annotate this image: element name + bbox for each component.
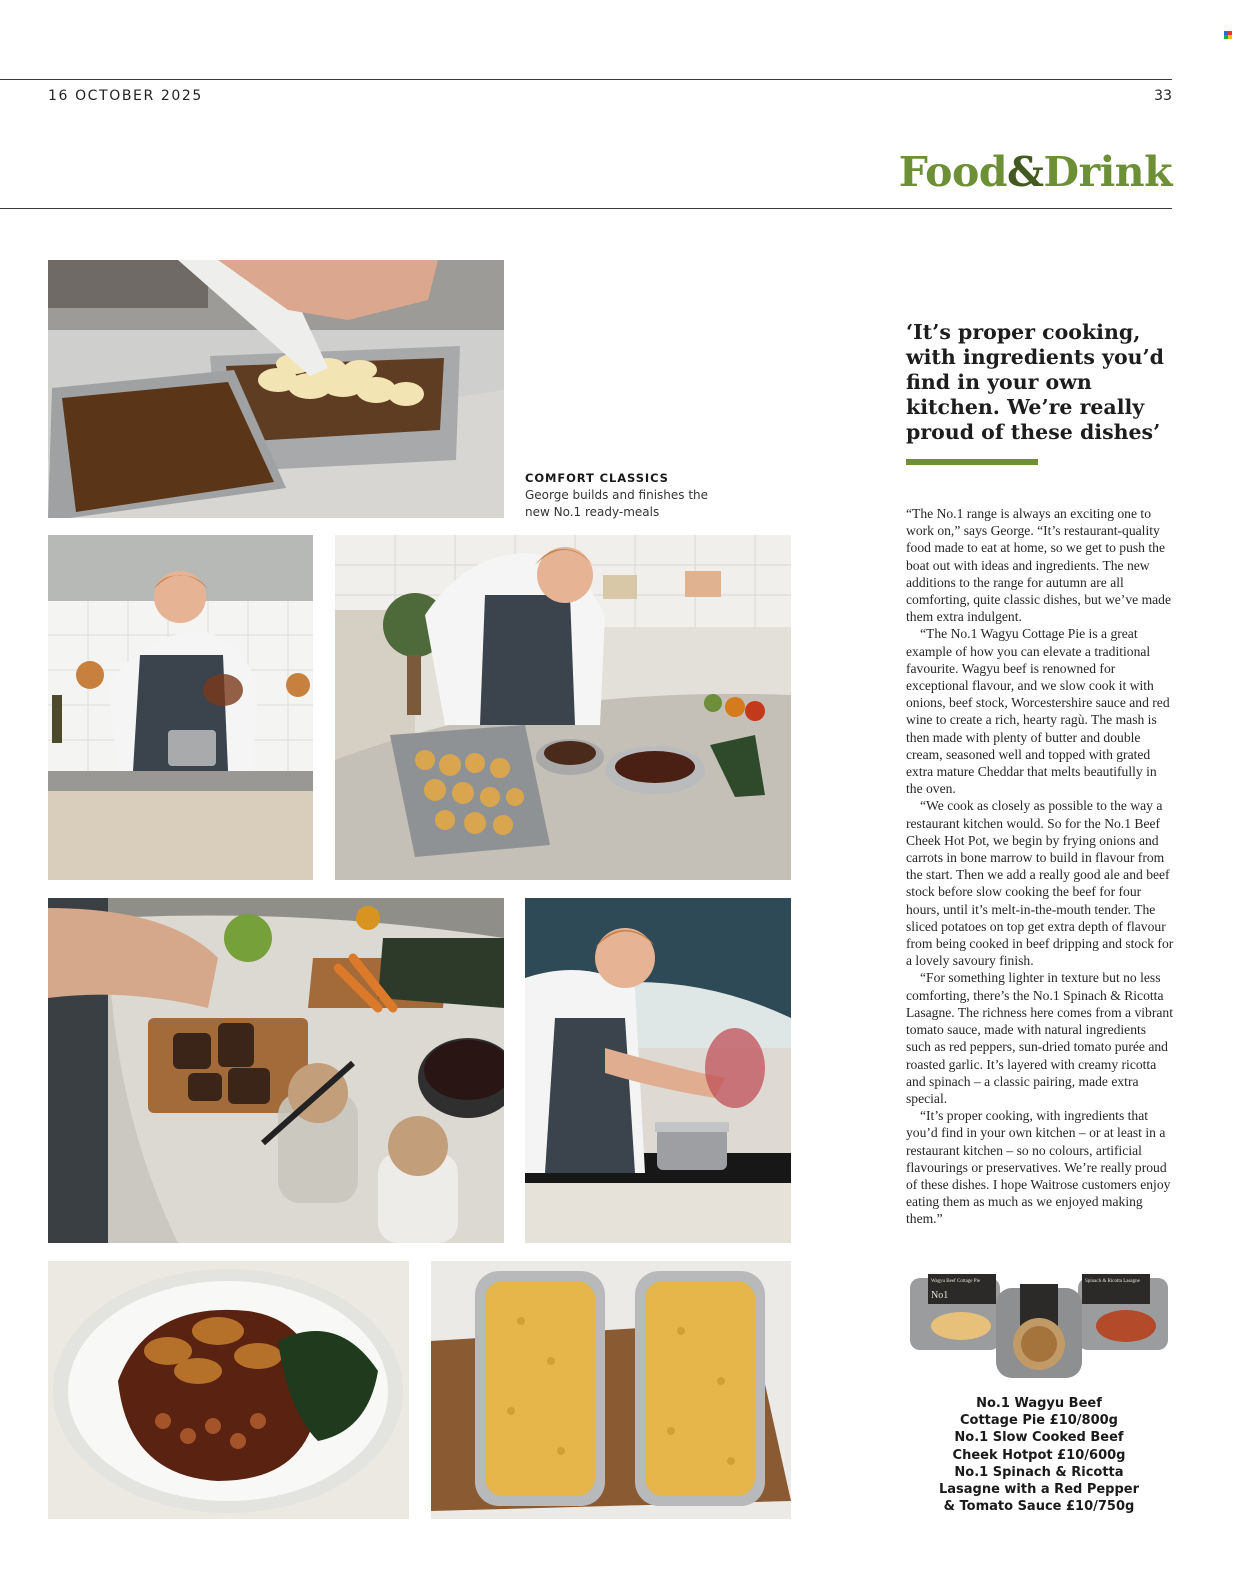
product-caption-line: Cottage Pie £10/800g (960, 1413, 1118, 1429)
pull-quote: ‘It’s proper cooking, with ingredients you’d find in your own kitchen. We’re really proud of these dishes’ (906, 320, 1164, 444)
article-paragraph: “For something lighter in texture but no less comforting, there’s the No.1 Spinach & Ricotta Lasagne. The richness here comes from a vibrant tomato sauce, made with natural ingredients such as red peppers, sun-dried tomato purée and roasted garlic. It’s layered with creamy ricotta and spinach – a classic pairing, made extra special. (906, 970, 1173, 1106)
issue-date: 16 OCTOBER 2025 (48, 88, 203, 104)
product-caption-line: No.1 Slow Cooked Beef (954, 1430, 1124, 1446)
product-packs-illustration (906, 1270, 1172, 1380)
caption-title: COMFORT CLASSICS (525, 471, 669, 485)
product-caption-line: Cheek Hotpot £10/600g (952, 1447, 1126, 1463)
article-paragraph: “The No.1 range is always an exciting one to work on,” says George. “It’s restaurant-quality food made to eat at home, so we get to push the boat out with ideas and ingredients. The new additions to the range for autumn are all comforting, quite classic dishes, but we’ve made them extra indulgent. (906, 506, 1172, 625)
caption-text: George builds and finishes the new No.1 ready-meals (525, 488, 709, 519)
registration-mark-icon (1224, 31, 1232, 39)
page-number: 33 (1154, 88, 1172, 104)
pack-1-label: Wagyu Beef Cottage Pie (931, 1279, 981, 1284)
section-word-drink: Drink (1043, 148, 1172, 196)
article-paragraph: “It’s proper cooking, with ingredients that you’d find in your own kitchen – or at least in a restaurant kitchen – so no colours, artificial flavourings or preservatives. We’re really proud of these dishes. I hope Waitrose customers enjoy eating them as much as we enjoyed making them.” (906, 1108, 1171, 1227)
product-caption-line: Lasagne with a Red Pepper (938, 1482, 1140, 1498)
product-caption-line: No.1 Wagyu Beef (976, 1396, 1102, 1411)
pack-1-badge: No1 (931, 1290, 949, 1301)
masthead-rule (0, 208, 1172, 209)
section-word-food: Food (898, 148, 1008, 196)
photo-chef-at-stove (48, 535, 313, 880)
article-paragraph: “We cook as closely as possible to the way a restaurant kitchen would. So for the No.1 Beef Cheek Hot Pot, we begin by frying onions and carrots in bone marrow to build in flavour from the start. Then we add a really good ale and beef stock before slow cooking the beef for four hours, until it’s melt-in-the-mouth tender. The sliced potatoes on top get extra depth of flavour from being cooked in beef dripping and stock for a lovely savoury finish. (906, 798, 1174, 969)
top-rule (0, 79, 1172, 80)
photo-piping-mash (48, 260, 504, 518)
pack-3-label: Spinach & Ricotta Lasagne (1085, 1279, 1140, 1284)
photo-chef-pouring (525, 898, 791, 1243)
product-packs-image (906, 1270, 1172, 1380)
pull-quote-bar (906, 459, 1038, 465)
photo-caption (525, 470, 725, 521)
product-caption-line: No.1 Spinach & Ricotta (954, 1464, 1124, 1480)
product-caption-line: & Tomato Sauce £10/750g (943, 1499, 1135, 1515)
section-title (899, 148, 1172, 196)
photo-cottage-pies (431, 1261, 791, 1519)
photo-chef-assembling (335, 535, 791, 880)
photo-plated-hotpot (48, 1261, 409, 1519)
product-caption (906, 1395, 1172, 1515)
photo-slicing-beef (48, 898, 504, 1243)
article-paragraph: “The No.1 Wagyu Cottage Pie is a great example of how you can elevate a traditional favourite. Wagyu beef is renowned for exceptional flavour, and we slow cook it with onions, beef stock, Worcestershire sauce and red wine to create a rich, hearty ragù. The mash is then made with plenty of butter and double cream, seasoned well and topped with grated extra mature Cheddar that melts beautifully in the oven. (906, 626, 1170, 797)
section-ampersand: & (1007, 148, 1044, 196)
article-body (906, 505, 1174, 1228)
